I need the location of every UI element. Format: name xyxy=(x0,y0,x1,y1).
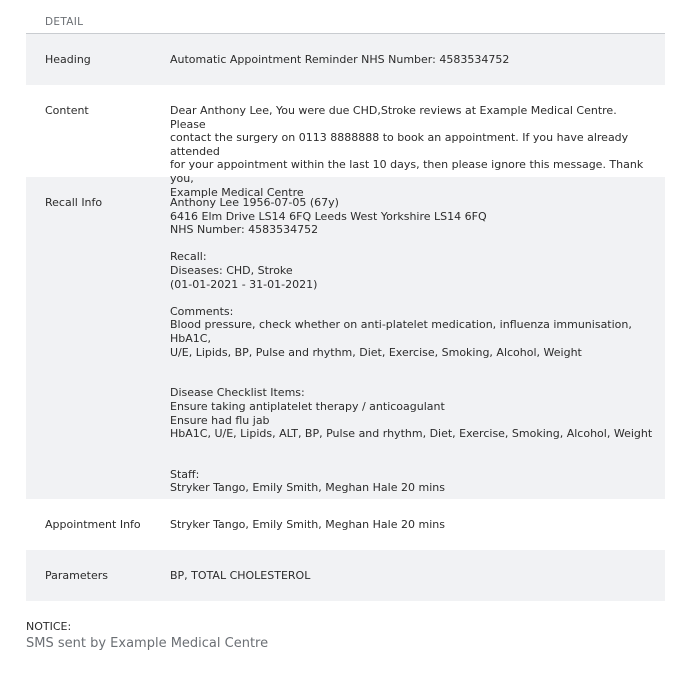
recall-info-label: Recall Info xyxy=(45,196,103,209)
detail-section-title: DETAIL xyxy=(26,0,665,34)
notice-block xyxy=(26,620,268,651)
content-line: Example Medical Centre xyxy=(170,185,304,199)
nhs-number-line: NHS Number: 4583534752 xyxy=(170,223,319,237)
content-line: contact the surgery on 0113 8888888 to book an appointment. If you have already attended xyxy=(170,131,629,158)
recall-info-value xyxy=(170,196,665,499)
comments-line: U/E, Lipids, BP, Pulse and rhythm, Diet, Exercise, Smoking, Alcohol, Weight xyxy=(170,345,582,359)
recall-info-row xyxy=(26,177,665,499)
recall-heading: Recall: xyxy=(170,250,207,264)
heading-row xyxy=(26,34,665,85)
checklist-heading: Disease Checklist Items: xyxy=(170,386,305,400)
checklist-item: HbA1C, U/E, Lipids, ALT, BP, Pulse and rhythm, Diet, Exercise, Smoking, Alcohol, Weight xyxy=(170,427,653,441)
date-range-line: (01-01-2021 - 31-01-2021) xyxy=(170,277,318,291)
content-value xyxy=(170,104,665,199)
heading-value: Automatic Appointment Reminder NHS Number: 4583534752 xyxy=(170,53,510,66)
appointment-info-value: Stryker Tango, Emily Smith, Meghan Hale 20 mins xyxy=(170,518,445,531)
parameters-label: Parameters xyxy=(45,569,108,582)
address-line: 6416 Elm Drive LS14 6FQ Leeds West Yorkshire LS14 6FQ xyxy=(170,209,487,223)
content-line: for your appointment within the last 10 days, then please ignore this message. Thank you, xyxy=(170,158,644,185)
checklist-item: Ensure taking antiplatelet therapy / anticoagulant xyxy=(170,399,445,413)
heading-label: Heading xyxy=(45,53,91,66)
detail-panel xyxy=(26,0,665,601)
content-line: Dear Anthony Lee, You were due CHD,Stroke reviews at Example Medical Centre. Please xyxy=(170,104,617,131)
appointment-info-label: Appointment Info xyxy=(45,518,141,531)
appointment-info-row xyxy=(26,499,665,550)
parameters-row xyxy=(26,550,665,601)
content-label: Content xyxy=(45,104,89,117)
diseases-line: Diseases: CHD, Stroke xyxy=(170,263,293,277)
patient-line: Anthony Lee 1956-07-05 (67y) xyxy=(170,196,339,209)
checklist-item: Ensure had flu jab xyxy=(170,413,270,427)
notice-text: SMS sent by Example Medical Centre xyxy=(26,636,269,651)
comments-line: Blood pressure, check whether on anti-platelet medication, influenza immunisation, HbA1C, xyxy=(170,318,632,345)
comments-heading: Comments: xyxy=(170,304,234,318)
parameters-value: BP, TOTAL CHOLESTEROL xyxy=(170,569,311,582)
notice-title: NOTICE: xyxy=(26,620,72,633)
content-row xyxy=(26,85,665,199)
staff-heading: Staff: xyxy=(170,467,200,481)
staff-line: Stryker Tango, Emily Smith, Meghan Hale 20 mins xyxy=(170,481,445,495)
